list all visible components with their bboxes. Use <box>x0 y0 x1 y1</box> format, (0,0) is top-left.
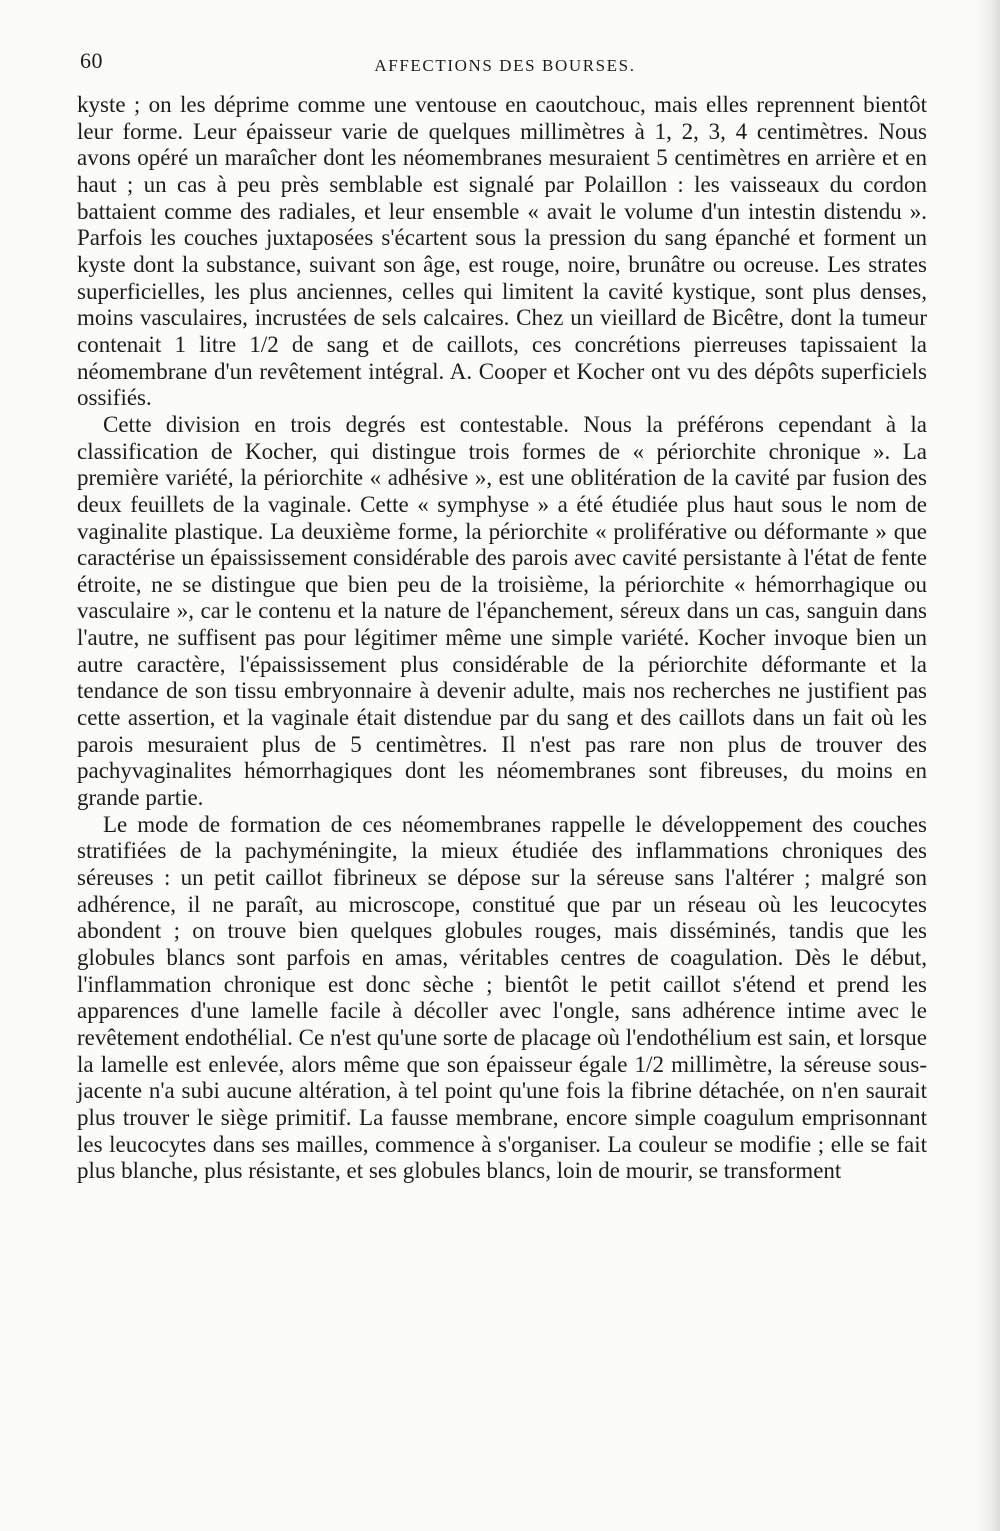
paragraph-2: Cette division en trois degrés est contestable. Nous la préférons cependant à la classification de Kocher, qui distingue trois formes de « périorchite chronique ». La première variété, la périorchite « adhésive », est une oblitération de la cavité par fusion des deux feuillets de la vaginale. Cette « symphyse » a été étudiée plus haut sous le nom de vaginalite plastique. La deuxième forme, la périorchite « proliférative ou déformante » que caractérise un épaississement considérable des parois avec cavité persistante à l'état de fente étroite, ne se distingue que bien peu de la troisième, la périorchite « hémorrhagique ou vasculaire », car le contenu et la nature de l'épanchement, séreux dans un cas, sanguin dans l'autre, ne suffisent pas pour légitimer même une simple variété. Kocher invoque bien un autre caractère, l'épaississement plus considérable de la périorchite déformante et la tendance de son tissu embryonnaire à devenir adulte, mais nos recherches ne justifient pas cette assertion, et la vaginale était distendue par du sang et des caillots dans un fait où les parois mesuraient plus de 5 centimètres. Il n'est pas rare non plus de trouver des pachyvaginalites hémorrhagiques dont les néomembranes sont fibreuses, du moins en grande partie. <box>77 411 927 811</box>
paragraph-1: kyste ; on les déprime comme une ventouse en caoutchouc, mais elles reprennent bientôt leur forme. Leur épaisseur varie de quelques millimètres à 1, 2, 3, 4 centimètres. Nous avons opéré un maraîcher dont les néomembranes mesuraient 5 centimètres en arrière et en haut ; un cas à peu près semblable est signalé par Polaillon : les vaisseaux du cordon battaient comme des radiales, et leur ensemble « avait le volume d'un intestin distendu ». Parfois les couches juxtaposées s'écartent sous la pression du sang épanché et forment un kyste dont la substance, suivant son âge, est rouge, noire, brunâtre ou ocreuse. Les strates superficielles, les plus anciennes, celles qui limitent la cavité kystique, sont plus denses, moins vasculaires, incrustées de sels calcaires. Chez un vieillard de Bicêtre, dont la tumeur contenait 1 litre 1/2 de sang et de caillots, ces concrétions pierreuses tapissaient la néomembrane d'un revêtement intégral. A. Cooper et Kocher ont vu des dépôts superficiels ossifiés. <box>77 92 927 411</box>
paragraph-3: Le mode de formation de ces néomembranes rappelle le développement des couches stratifiées de la pachyméningite, la mieux étudiée des inflammations chroniques des séreuses : un petit caillot fibrineux se dépose sur la séreuse sans l'altérer ; malgré son adhérence, il ne paraît, au microscope, constitué que par un réseau où les leucocytes abondent ; on trouve bien quelques globules rouges, mais disséminés, tandis que les globules blancs sont parfois en amas, véritables centres de coagulation. Dès le début, l'inflammation chronique est donc sèche ; bientôt le petit caillot s'étend et prend les apparences d'une lamelle facile à décoller avec l'ongle, sans adhérence intime avec le revêtement endothélial. Ce n'est qu'une sorte de placage où l'endothélium est sain, et lorsque la lamelle est enlevée, alors même que son épaisseur égale 1/2 millimètre, la séreuse sous-jacente n'a subi aucune altération, à tel point qu'une fois la fibrine détachée, on n'en saurait plus trouver le siège primitif. La fausse membrane, encore simple coagulum emprisonnant les leucocytes dans ses mailles, commence à s'organiser. La couleur se modifie ; elle se fait plus blanche, plus résistante, et ses globules blancs, loin de mourir, se transforment <box>77 811 927 1184</box>
page-edge-shadow <box>974 0 1000 1531</box>
body-text <box>77 92 927 1185</box>
running-head: AFFECTIONS DES BOURSES. <box>374 56 636 75</box>
page-header <box>80 48 920 82</box>
page-number: 60 <box>80 48 103 73</box>
